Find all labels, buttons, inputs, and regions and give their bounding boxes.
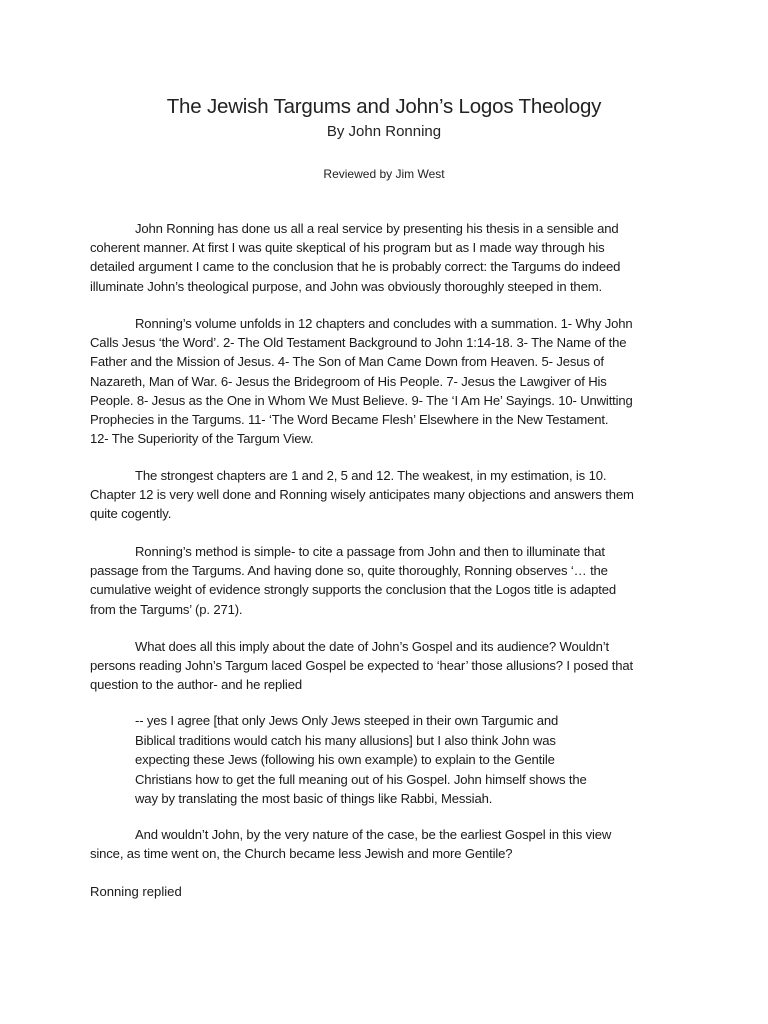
- paragraph-line: Ronning’s method is simple- to cite a passage from John and then to illuminate that: [135, 544, 605, 559]
- quote-line: way by translating the most basic of things like Rabbi, Messiah.: [135, 791, 493, 807]
- paragraph-line: Calls Jesus ‘the Word’. 2- The Old Testament Background to John 1:14-18. 3- The Name of the: [90, 335, 627, 351]
- quote-line: Christians how to get the full meaning out of his Gospel. John himself shows the: [135, 771, 587, 787]
- paragraph-line: What does all this imply about the date of John’s Gospel and its audience? Wouldn’t: [135, 639, 610, 654]
- paragraph-line: Father and the Mission of Jesus. 4- The Son of Man Came Down from Heaven. 5- Jesus of: [90, 354, 604, 370]
- paragraph-line: persons reading John’s Targum laced Gospel be expected to ‘hear’ those allusions? I posed that: [90, 658, 633, 674]
- quote-line: -- yes I agree [that only Jews Only Jews steeped in their own Targumic and: [135, 713, 559, 728]
- reviewer-line: Reviewed by Jim West: [323, 167, 445, 181]
- paragraph-line: coherent manner. At first I was quite skeptical of his program but as I made way through his: [90, 240, 605, 256]
- paragraph-6: [90, 825, 690, 863]
- block-quote: [135, 711, 655, 809]
- paragraph-line: from the Targums’ (p. 271).: [90, 601, 243, 617]
- quote-line: expecting these Jews (following his own example) to explain to the Gentile: [135, 752, 555, 768]
- ronning-replied-label: Ronning replied: [90, 884, 182, 899]
- paragraph-line: question to the author- and he replied: [90, 677, 302, 693]
- paragraph-line: Chapter 12 is very well done and Ronning wisely anticipates many objections and answers them: [90, 487, 634, 503]
- paragraph-line: detailed argument I came to the conclusion that he is probably correct: the Targums do indeed: [90, 259, 621, 275]
- paragraph-line: quite cogently.: [90, 506, 172, 522]
- paragraph-line: John Ronning has done us all a real service by presenting his thesis in a sensible and: [135, 221, 619, 236]
- paragraph-line: illuminate John’s theological purpose, and John was obviously thoroughly steeped in them.: [90, 278, 602, 294]
- document-title: The Jewish Targums and John’s Logos Theology: [166, 95, 602, 118]
- paragraph-5: [90, 637, 690, 695]
- paragraph-line: 12- The Superiority of the Targum View.: [90, 431, 314, 447]
- quote-line: Biblical traditions would catch his many allusions] but I also think John was: [135, 732, 556, 748]
- paragraph-line: passage from the Targums. And having done so, quite thoroughly, Ronning observes ‘… the: [90, 563, 608, 579]
- paragraph-line: cumulative weight of evidence strongly supports the conclusion that the Logos title is adapted: [90, 582, 616, 598]
- paragraph-line: And wouldn’t John, by the very nature of the case, be the earliest Gospel in this view: [135, 827, 612, 842]
- author-byline: By John Ronning: [326, 123, 442, 140]
- paragraph-line: Prophecies in the Targums. 11- ‘The Word Became Flesh’ Elsewhere in the New Testament.: [90, 412, 609, 428]
- paragraph-line: since, as time went on, the Church became less Jewish and more Gentile?: [90, 846, 513, 862]
- paragraph-line: Nazareth, Man of War. 6- Jesus the Bridegroom of His People. 7- Jesus the Lawgiver of His: [90, 373, 607, 389]
- paragraph-1: [90, 219, 690, 296]
- paragraph-2: [90, 314, 690, 448]
- paragraph-line: People. 8- Jesus as the One in Whom We Must Believe. 9- The ‘I Am He’ Sayings. 10- Unwitting: [90, 392, 633, 408]
- paragraph-4: [90, 542, 690, 619]
- paragraph-line: Ronning’s volume unfolds in 12 chapters and concludes with a summation. 1- Why John: [135, 316, 633, 331]
- paragraph-line: The strongest chapters are 1 and 2, 5 and 12. The weakest, in my estimation, is 10.: [135, 468, 607, 483]
- paragraph-3: [90, 466, 690, 524]
